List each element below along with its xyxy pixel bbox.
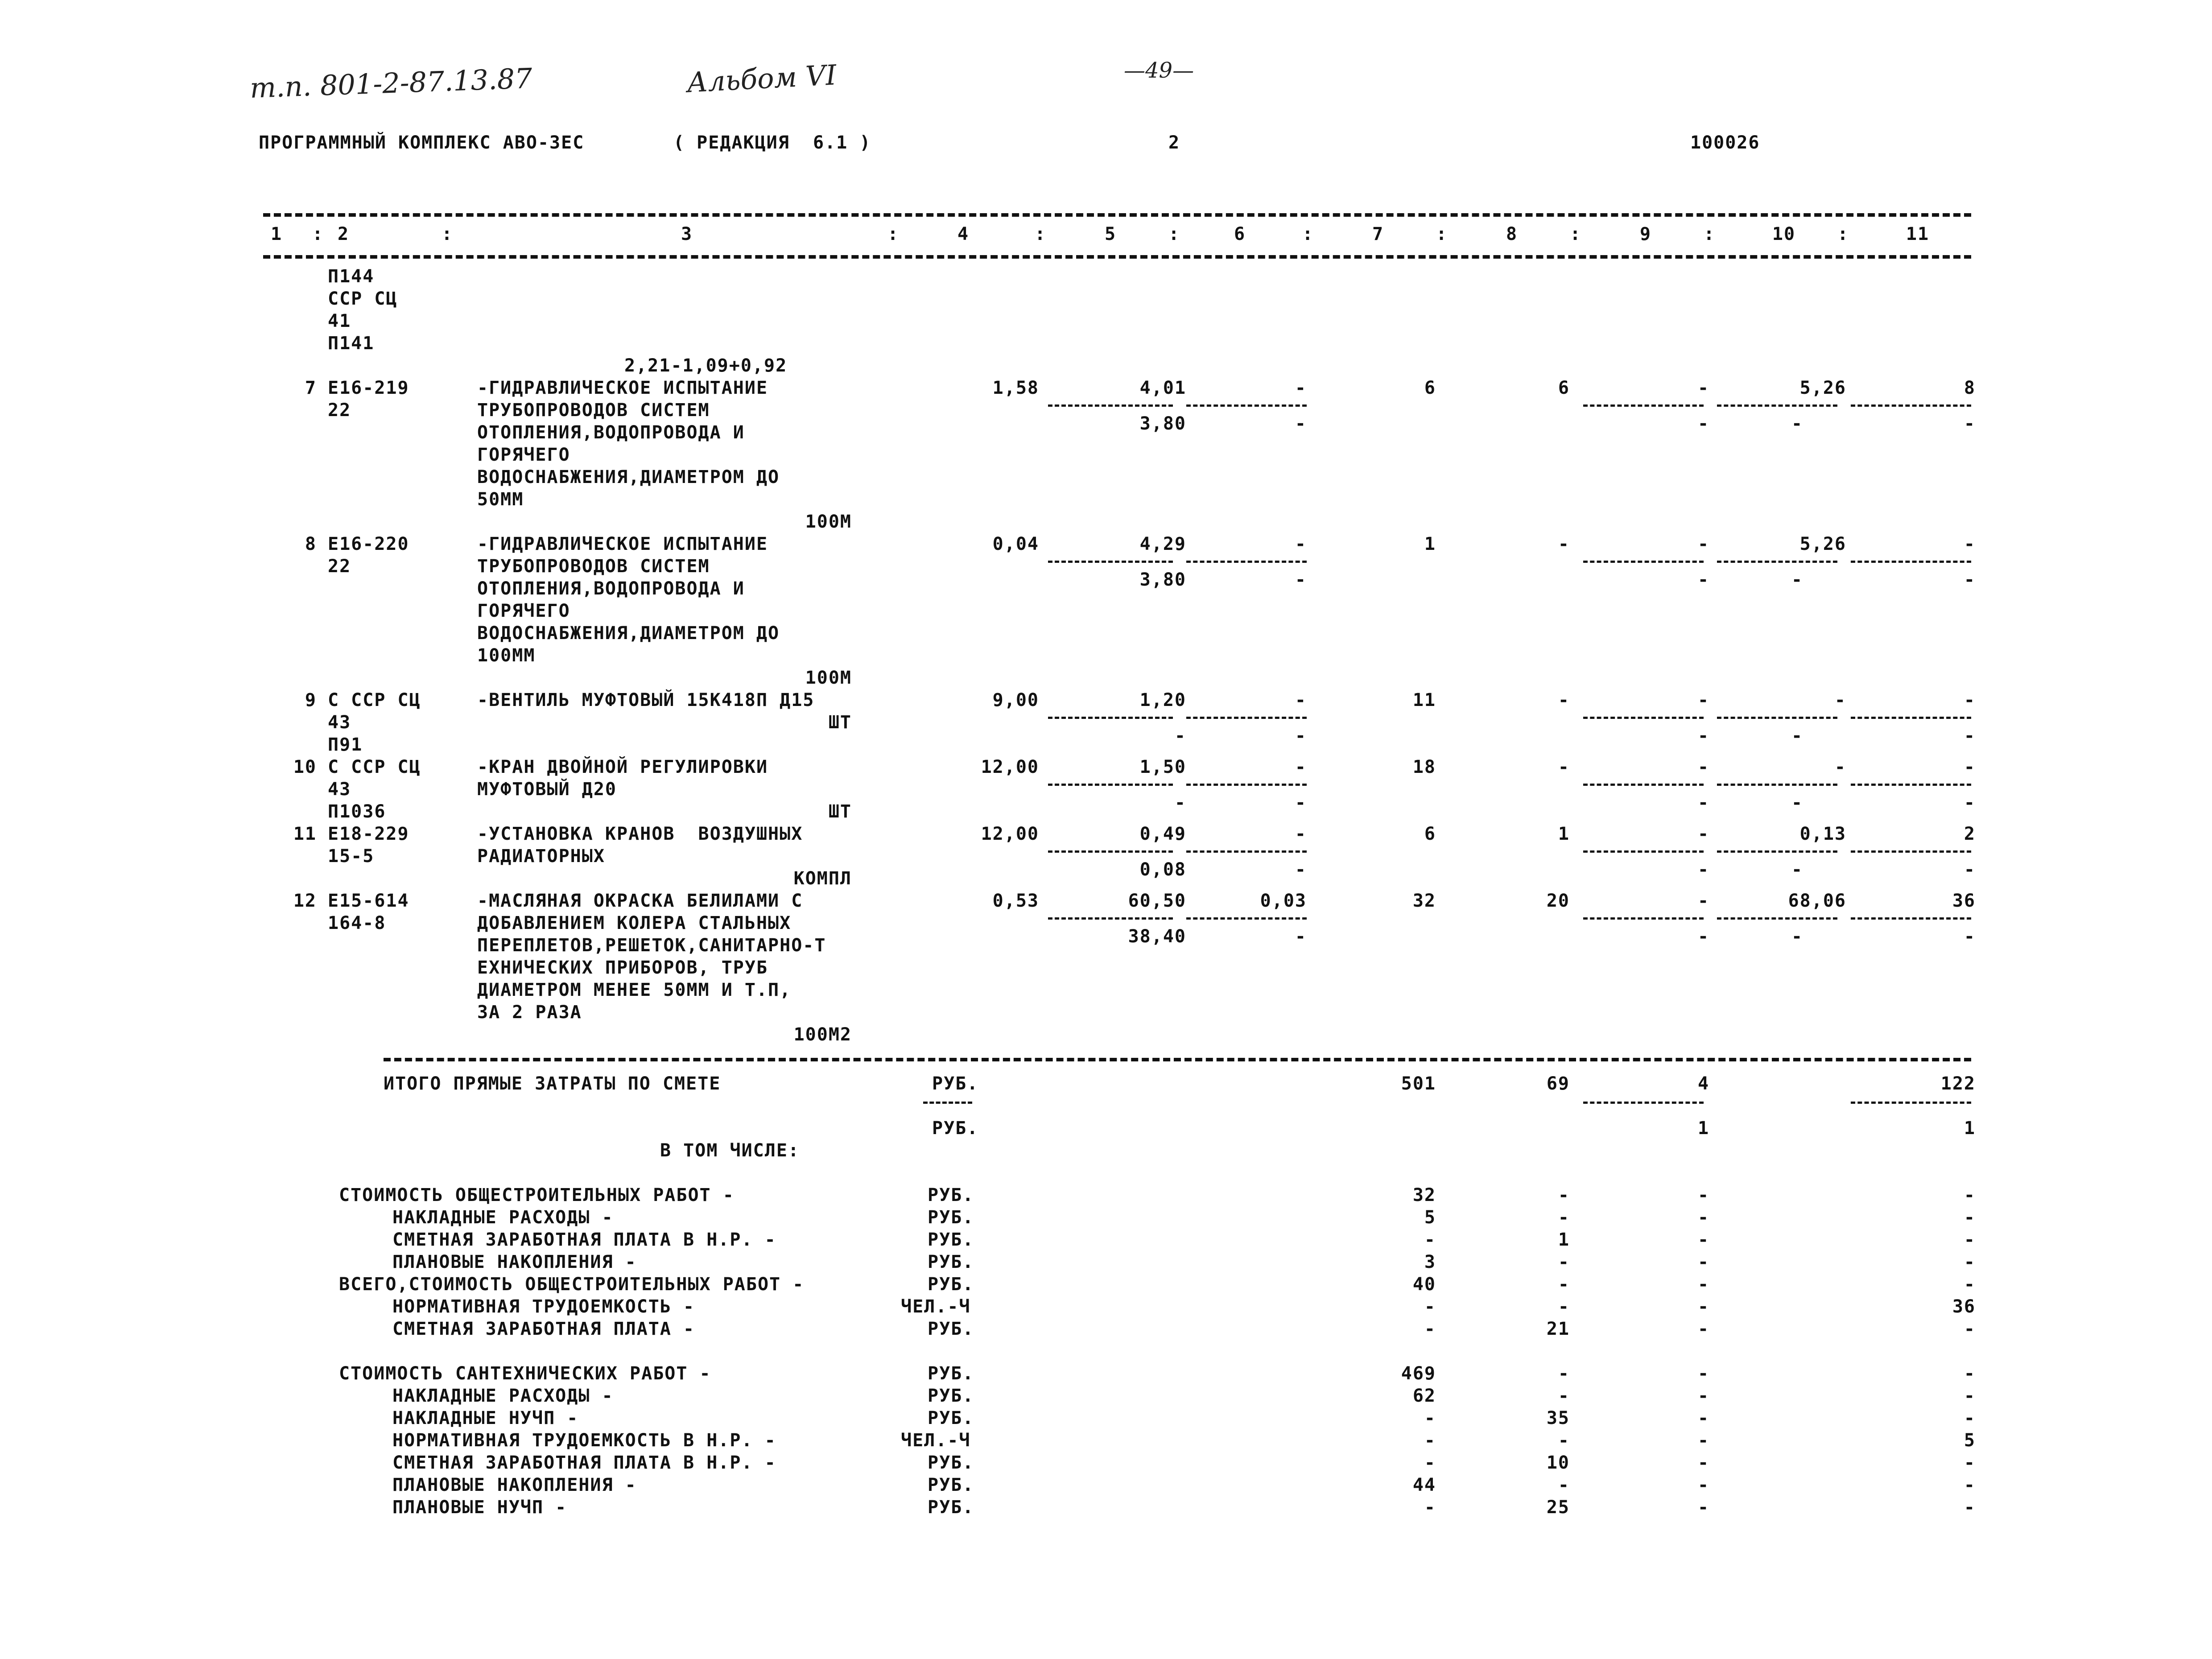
row-c9: - [1697, 378, 1710, 398]
row-code: П91 [328, 735, 363, 755]
row-c7: 18 [1412, 757, 1436, 777]
row-c5b: 3,80 [1139, 413, 1186, 434]
value-separator [1583, 917, 1704, 920]
summary-c8: 21 [1546, 1319, 1570, 1339]
column-separator: : [1035, 224, 1047, 244]
row-description: ЕХНИЧЕСКИХ ПРИБОРОВ, ТРУБ [477, 957, 768, 978]
summary-c11: - [1964, 1230, 1976, 1250]
value-separator [1048, 561, 1173, 563]
value-separator [1048, 784, 1173, 786]
value-separator [1717, 717, 1837, 719]
row-c10: - [1834, 690, 1846, 710]
value-separator [1717, 850, 1837, 853]
value-separator [1717, 784, 1837, 786]
row-c8: 20 [1546, 891, 1570, 911]
value-separator [1186, 850, 1307, 853]
row-c5: 0,49 [1139, 824, 1186, 844]
summary-c7: 469 [1401, 1363, 1436, 1384]
summary-unit: РУБ. [928, 1319, 974, 1339]
summary-c9: - [1697, 1408, 1710, 1428]
row-c5: 60,50 [1128, 891, 1186, 911]
row-c10: 0,13 [1799, 824, 1846, 844]
row-number: 8 [305, 534, 317, 554]
summary-c7: - [1424, 1230, 1436, 1250]
summary-unit: РУБ. [928, 1252, 974, 1272]
row-c6: - [1295, 824, 1307, 844]
row-c7: 11 [1412, 690, 1436, 710]
row-c11b: - [1964, 413, 1976, 434]
summary-c8: - [1558, 1207, 1570, 1228]
summary-c7: - [1424, 1453, 1436, 1473]
row-c5b: 38,40 [1128, 926, 1186, 947]
summary-c11: - [1964, 1252, 1976, 1272]
value-separator [1851, 917, 1971, 920]
summary-c9: - [1697, 1274, 1710, 1295]
row-description: МУФТОВЫЙ Д20 [477, 779, 617, 800]
row-c9b: - [1697, 570, 1710, 590]
row-code: П1036 [328, 801, 386, 822]
row-c9: - [1697, 824, 1710, 844]
prelude-code: П141 [328, 333, 375, 354]
row-c5: 4,01 [1139, 378, 1186, 398]
summary-c7: 5 [1424, 1207, 1436, 1228]
row-description: ДОБАВЛЕНИЕМ КОЛЕРА СТАЛЬНЫХ [477, 913, 792, 933]
summary-c9: - [1697, 1319, 1710, 1339]
summary-c8: - [1558, 1386, 1570, 1406]
value-separator [1851, 850, 1971, 853]
column-header: 9 [1639, 224, 1652, 244]
summary-c11: - [1964, 1319, 1976, 1339]
row-c7: 6 [1424, 824, 1436, 844]
value-separator [1048, 850, 1173, 853]
summary-unit: ЧЕЛ.-Ч [901, 1296, 971, 1317]
row-code: Е16-220 [328, 534, 409, 554]
row-c9b: - [1697, 792, 1710, 813]
summary-c7: - [1424, 1497, 1436, 1518]
value-separator [1851, 404, 1971, 407]
row-c7: 6 [1424, 378, 1436, 398]
value-separator [1717, 561, 1837, 563]
summary-c11: - [1964, 1497, 1976, 1518]
column-separator: : [1704, 224, 1716, 244]
summary-c11: 36 [1952, 1296, 1976, 1317]
row-unit: ШТ [828, 712, 852, 733]
value-separator [1851, 784, 1971, 786]
summary-c9: - [1697, 1453, 1710, 1473]
row-description: ТРУБОПРОВОДОВ СИСТЕМ [477, 556, 710, 577]
column-separator: : [312, 224, 324, 244]
row-c6: - [1295, 690, 1307, 710]
column-header: 10 [1772, 224, 1796, 244]
row-c10: 68,06 [1788, 891, 1846, 911]
row-c8: - [1558, 757, 1570, 777]
summary-c7: - [1424, 1319, 1436, 1339]
row-c10b: - [1791, 792, 1803, 813]
row-c10b: - [1791, 926, 1803, 947]
summary-unit: РУБ. [928, 1230, 974, 1250]
column-separator: : [887, 224, 900, 244]
value-separator [1851, 717, 1971, 719]
row-c11: 8 [1964, 378, 1976, 398]
header-bottom-rule [263, 255, 1971, 259]
value-separator [1048, 917, 1173, 920]
summary-c8: 10 [1546, 1453, 1570, 1473]
column-header: 8 [1506, 224, 1518, 244]
total-sep-c9 [1583, 1102, 1704, 1104]
summary-c9: - [1697, 1475, 1710, 1495]
summary-unit: РУБ. [928, 1185, 974, 1205]
row-c8: - [1558, 690, 1570, 710]
summary-c9: - [1697, 1497, 1710, 1518]
total-c8: 69 [1546, 1073, 1570, 1094]
row-c5: 4,29 [1139, 534, 1186, 554]
column-separator: : [1837, 224, 1849, 244]
column-header: 11 [1906, 224, 1930, 244]
summary-c9: - [1697, 1230, 1710, 1250]
row-description: -ГИДРАВЛИЧЕСКОЕ ИСПЫТАНИЕ [477, 378, 768, 398]
summary-c8: - [1558, 1296, 1570, 1317]
row-description: ЗА 2 РАЗА [477, 1002, 582, 1023]
summary-c7: 32 [1412, 1185, 1436, 1205]
row-c6b: - [1295, 792, 1307, 813]
row-code: 22 [328, 556, 351, 577]
row-c9: - [1697, 690, 1710, 710]
row-c4: 1,58 [992, 378, 1039, 398]
row-number: 11 [293, 824, 317, 844]
summary-c9: - [1697, 1430, 1710, 1451]
row-number: 9 [305, 690, 317, 710]
row-code: 43 [328, 712, 351, 733]
row-c11: - [1964, 690, 1976, 710]
row-c5b: - [1174, 726, 1186, 746]
summary-c11: 5 [1964, 1430, 1976, 1451]
summary-label: СМЕТНАЯ ЗАРАБОТНАЯ ПЛАТА - [392, 1319, 695, 1339]
row-c11: - [1964, 534, 1976, 554]
row-c4: 0,53 [992, 891, 1039, 911]
summary-c11: - [1964, 1207, 1976, 1228]
column-header: 2 [337, 224, 350, 244]
row-c11b: - [1964, 926, 1976, 947]
including-label: В ТОМ ЧИСЛЕ: [660, 1140, 800, 1161]
row-description: ВОДОСНАБЖЕНИЯ,ДИАМЕТРОМ ДО [477, 467, 780, 487]
column-header: 1 [270, 224, 283, 244]
total-unit-2: РУБ. [932, 1118, 979, 1139]
summary-unit: РУБ. [928, 1475, 974, 1495]
row-c9: - [1697, 891, 1710, 911]
summary-label: СТОИМОСТЬ ОБЩЕСТРОИТЕЛЬНЫХ РАБОТ - [339, 1185, 735, 1205]
row-c5b: - [1174, 792, 1186, 813]
row-c6b: - [1295, 726, 1307, 746]
row-c10: 5,26 [1799, 534, 1846, 554]
totals-rule [384, 1058, 1971, 1061]
summary-c7: 44 [1412, 1475, 1436, 1495]
row-code: Е16-219 [328, 378, 409, 398]
document-code: 100026 [1690, 132, 1760, 153]
row-c9: - [1697, 757, 1710, 777]
summary-label: ВСЕГО,СТОИМОСТЬ ОБЩЕСТРОИТЕЛЬНЫХ РАБОТ - [339, 1274, 805, 1295]
column-header: 6 [1234, 224, 1246, 244]
row-code: С ССР СЦ [328, 757, 421, 777]
summary-unit: РУБ. [928, 1274, 974, 1295]
row-unit: 100М [805, 512, 852, 532]
value-separator [1583, 561, 1704, 563]
prelude-code: ССР СЦ [328, 289, 398, 309]
row-c11: 2 [1964, 824, 1976, 844]
row-description: -МАСЛЯНАЯ ОКРАСКА БЕЛИЛАМИ С [477, 891, 803, 911]
edition: ( РЕДАКЦИЯ 6.1 ) [673, 132, 871, 153]
row-c11b: - [1964, 570, 1976, 590]
row-description: -ГИДРАВЛИЧЕСКОЕ ИСПЫТАНИЕ [477, 534, 768, 554]
summary-c9: - [1697, 1207, 1710, 1228]
value-separator [1186, 784, 1307, 786]
column-separator: : [1302, 224, 1314, 244]
row-code: 22 [328, 400, 351, 421]
row-c5: 1,50 [1139, 757, 1186, 777]
value-separator [1048, 717, 1173, 719]
total-c9: 4 [1697, 1073, 1710, 1094]
row-description: ПЕРЕПЛЕТОВ,РЕШЕТОК,САНИТАРНО-Т [477, 935, 826, 956]
row-c6: 0,03 [1260, 891, 1307, 911]
summary-unit: РУБ. [928, 1408, 974, 1428]
summary-c7: - [1424, 1296, 1436, 1317]
row-c4: 0,04 [992, 534, 1039, 554]
value-separator [1717, 404, 1837, 407]
summary-c7: 62 [1412, 1386, 1436, 1406]
page-number: —49— [1124, 58, 1194, 83]
summary-c11: - [1964, 1475, 1976, 1495]
summary-c9: - [1697, 1296, 1710, 1317]
row-c9b: - [1697, 926, 1710, 947]
row-description: -КРАН ДВОЙНОЙ РЕГУЛИРОВКИ [477, 757, 768, 777]
row-c10: 5,26 [1799, 378, 1846, 398]
summary-c8: - [1558, 1430, 1570, 1451]
row-c10b: - [1791, 859, 1803, 880]
value-separator [1583, 850, 1704, 853]
row-description: -УСТАНОВКА КРАНОВ ВОЗДУШНЫХ [477, 824, 803, 844]
sheet-number: 2 [1168, 132, 1180, 153]
row-c8: 1 [1558, 824, 1570, 844]
row-c9b: - [1697, 413, 1710, 434]
column-separator: : [1570, 224, 1582, 244]
row-unit: ШТ [828, 801, 852, 822]
summary-unit: РУБ. [928, 1363, 974, 1384]
row-c11b: - [1964, 726, 1976, 746]
summary-c9: - [1697, 1363, 1710, 1384]
summary-c8: - [1558, 1475, 1570, 1495]
summary-unit: РУБ. [928, 1386, 974, 1406]
total-c7: 501 [1401, 1073, 1436, 1094]
row-c5b: 3,80 [1139, 570, 1186, 590]
summary-c11: - [1964, 1386, 1976, 1406]
prelude-code: 41 [328, 311, 351, 331]
value-separator [1583, 717, 1704, 719]
row-c10b: - [1791, 413, 1803, 434]
total-sep-c11 [1851, 1102, 1971, 1104]
summary-label: НОРМАТИВНАЯ ТРУДОЕМКОСТЬ - [392, 1296, 695, 1317]
value-separator [1851, 561, 1971, 563]
summary-label: СМЕТНАЯ ЗАРАБОТНАЯ ПЛАТА В Н.Р. - [392, 1453, 776, 1473]
row-description: 50ММ [477, 489, 524, 510]
total-c11b: 1 [1964, 1118, 1976, 1139]
row-description: РАДИАТОРНЫХ [477, 846, 605, 867]
row-c11b: - [1964, 859, 1976, 880]
summary-c7: - [1424, 1408, 1436, 1428]
row-code: 164-8 [328, 913, 386, 933]
value-separator [1186, 717, 1307, 719]
row-c11: 36 [1952, 891, 1976, 911]
row-code: Е18-229 [328, 824, 409, 844]
row-description: ГОРЯЧЕГО [477, 601, 570, 621]
summary-label: НОРМАТИВНАЯ ТРУДОЕМКОСТЬ В Н.Р. - [392, 1430, 776, 1451]
value-separator [1717, 917, 1837, 920]
summary-label: СМЕТНАЯ ЗАРАБОТНАЯ ПЛАТА В Н.Р. - [392, 1230, 776, 1250]
summary-c8: - [1558, 1363, 1570, 1384]
row-unit: 100М [805, 668, 852, 688]
row-description: ТРУБОПРОВОДОВ СИСТЕМ [477, 400, 710, 421]
row-c5: 1,20 [1139, 690, 1186, 710]
table-top-rule [263, 213, 1971, 217]
summary-unit: РУБ. [928, 1207, 974, 1228]
row-c10: - [1834, 757, 1846, 777]
column-header: 4 [957, 224, 970, 244]
album-handwritten: Альбом VI [686, 58, 838, 99]
summary-unit: РУБ. [928, 1453, 974, 1473]
row-number: 7 [305, 378, 317, 398]
row-c9b: - [1697, 859, 1710, 880]
row-code: 15-5 [328, 846, 375, 867]
column-separator: : [1168, 224, 1180, 244]
row-c10b: - [1791, 570, 1803, 590]
summary-c9: - [1697, 1252, 1710, 1272]
summary-c8: - [1558, 1252, 1570, 1272]
summary-c11: - [1964, 1408, 1976, 1428]
column-header: 7 [1372, 224, 1384, 244]
value-separator [1186, 561, 1307, 563]
value-separator [1583, 404, 1704, 407]
row-c5b: 0,08 [1139, 859, 1186, 880]
row-c4: 9,00 [992, 690, 1039, 710]
row-c6b: - [1295, 413, 1307, 434]
row-c6b: - [1295, 926, 1307, 947]
value-separator [1186, 404, 1307, 407]
row-c10b: - [1791, 726, 1803, 746]
total-unit: РУБ. [932, 1073, 979, 1094]
row-c6: - [1295, 534, 1307, 554]
summary-label: НАКЛАДНЫЕ РАСХОДЫ - [392, 1386, 614, 1406]
row-description: ОТОПЛЕНИЯ,ВОДОПРОВОДА И [477, 422, 745, 443]
row-c9: - [1697, 534, 1710, 554]
row-description: 100ММ [477, 645, 536, 666]
row-description: ВОДОСНАБЖЕНИЯ,ДИАМЕТРОМ ДО [477, 623, 780, 644]
row-c6b: - [1295, 859, 1307, 880]
summary-c11: - [1964, 1274, 1976, 1295]
row-c6b: - [1295, 570, 1307, 590]
row-c11: - [1964, 757, 1976, 777]
summary-c11: - [1964, 1363, 1976, 1384]
summary-c7: - [1424, 1430, 1436, 1451]
summary-label: НАКЛАДНЫЕ НУЧП - [392, 1408, 579, 1428]
summary-label: ПЛАНОВЫЕ НАКОПЛЕНИЯ - [392, 1475, 637, 1495]
column-separator: : [1436, 224, 1448, 244]
row-c7: 32 [1412, 891, 1436, 911]
value-separator [1048, 404, 1173, 407]
row-c7: 1 [1424, 534, 1436, 554]
summary-label: СТОИМОСТЬ САНТЕХНИЧЕСКИХ РАБОТ - [339, 1363, 711, 1384]
row-description: ОТОПЛЕНИЯ,ВОДОПРОВОДА И [477, 578, 745, 599]
row-number: 12 [293, 891, 317, 911]
summary-c11: - [1964, 1185, 1976, 1205]
row-unit: КОМПЛ [793, 868, 852, 889]
row-code: С ССР СЦ [328, 690, 421, 710]
prelude-code: П144 [328, 266, 375, 287]
row-c4: 12,00 [981, 824, 1039, 844]
summary-unit: ЧЕЛ.-Ч [901, 1430, 971, 1451]
row-c6: - [1295, 757, 1307, 777]
row-description: -ВЕНТИЛЬ МУФТОВЫЙ 15К418П Д15 [477, 690, 815, 710]
summary-c7: 40 [1412, 1274, 1436, 1295]
summary-label: ПЛАНОВЫЕ НУЧП - [392, 1497, 567, 1518]
total-c9b: 1 [1697, 1118, 1710, 1139]
total-c11: 122 [1940, 1073, 1976, 1094]
summary-c8: - [1558, 1274, 1570, 1295]
summary-c9: - [1697, 1386, 1710, 1406]
summary-c11: - [1964, 1453, 1976, 1473]
row-description: ДИАМЕТРОМ МЕНЕЕ 50ММ И Т.П, [477, 980, 792, 1000]
formula: 2,21-1,09+0,92 [624, 355, 788, 376]
doc-code-handwritten: т.п. 801-2-87.13.87 [249, 62, 533, 105]
summary-label: ПЛАНОВЫЕ НАКОПЛЕНИЯ - [392, 1252, 637, 1272]
unit-dash [923, 1102, 972, 1104]
summary-c7: 3 [1424, 1252, 1436, 1272]
summary-c8: 1 [1558, 1230, 1570, 1250]
row-c4: 12,00 [981, 757, 1039, 777]
row-c11b: - [1964, 792, 1976, 813]
summary-c9: - [1697, 1185, 1710, 1205]
value-separator [1583, 784, 1704, 786]
row-c6: - [1295, 378, 1307, 398]
row-c8: 6 [1558, 378, 1570, 398]
total-label: ИТОГО ПРЯМЫЕ ЗАТРАТЫ ПО СМЕТЕ [384, 1073, 721, 1094]
row-unit: 100М2 [793, 1024, 852, 1045]
summary-unit: РУБ. [928, 1497, 974, 1518]
program-title: ПРОГРАММНЫЙ КОМПЛЕКС АВО-3ЕС [259, 132, 585, 153]
value-separator [1186, 917, 1307, 920]
row-c8: - [1558, 534, 1570, 554]
row-number: 10 [293, 757, 317, 777]
summary-label: НАКЛАДНЫЕ РАСХОДЫ - [392, 1207, 614, 1228]
column-header: 5 [1104, 224, 1117, 244]
column-separator: : [442, 224, 454, 244]
summary-c8: 35 [1546, 1408, 1570, 1428]
summary-c8: 25 [1546, 1497, 1570, 1518]
row-c9b: - [1697, 726, 1710, 746]
row-code: 43 [328, 779, 351, 800]
row-code: Е15-614 [328, 891, 409, 911]
column-header: 3 [681, 224, 693, 244]
summary-c8: - [1558, 1185, 1570, 1205]
row-description: ГОРЯЧЕГО [477, 445, 570, 465]
